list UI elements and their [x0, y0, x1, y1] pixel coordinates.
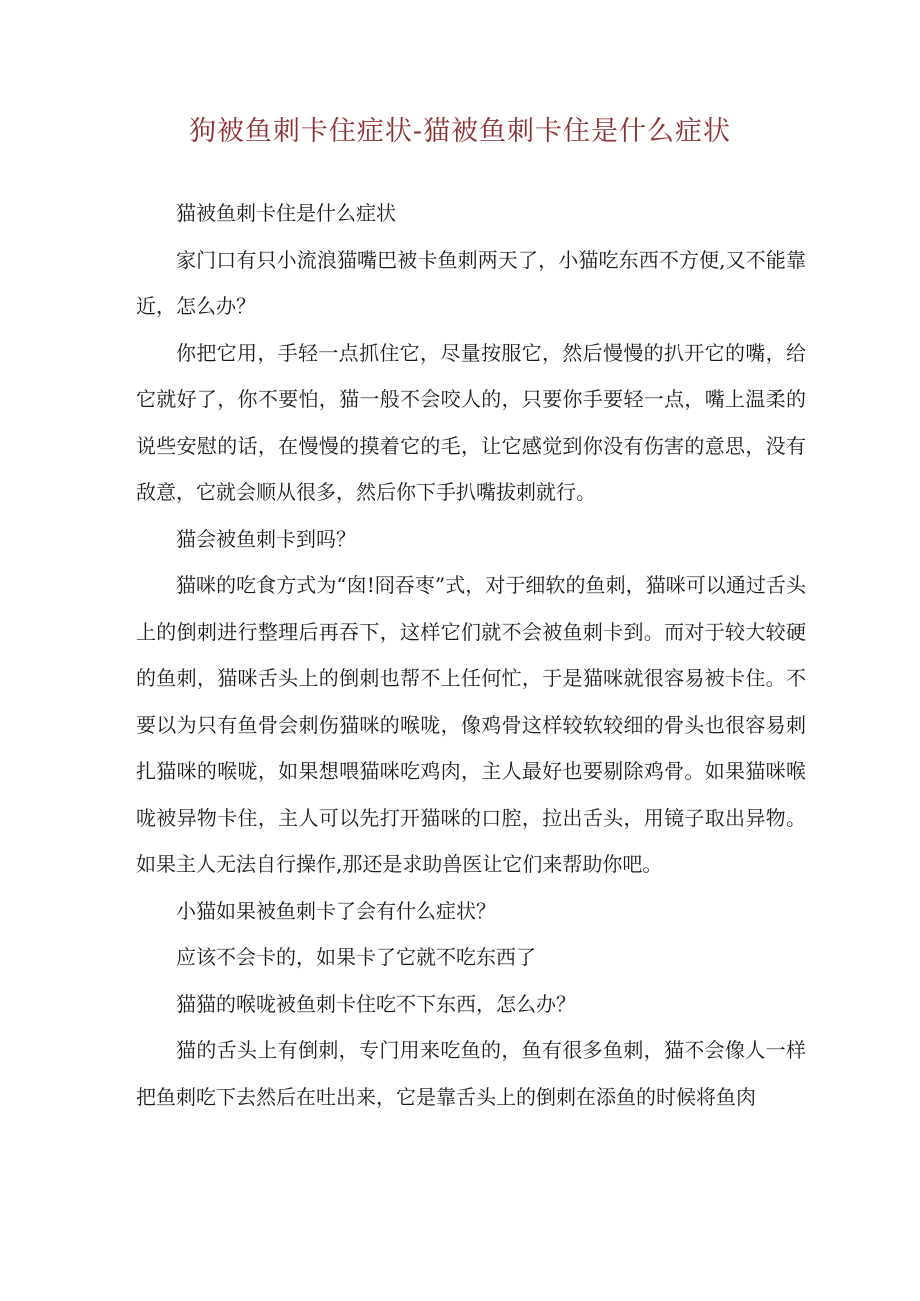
paragraph-subheading-1: 猫被鱼刺卡住是什么症状: [176, 201, 396, 225]
paragraph-answer-1: 你把它用，手轻一点抓住它，尽量按服它，然后慢慢的扒开它的嘴，给它就好了，你不要怕，猫一般不会咬人的，只要你手要轻一点，嘴上温柔的说些安慰的话，在慢慢的摸着它的毛，让它感觉到你没有伤害的意思，没有敌意，它就会顺从很多，然后你下手扒嘴拔刺就行。: [136, 340, 806, 504]
paragraph-subheading-2: 猫会被鱼刺卡到吗？: [176, 526, 356, 551]
document-title: 狗被鱼刺卡住症状-猫被鱼刺卡住是什么症状: [188, 116, 732, 147]
paragraph-answer-3: 应该不会卡的，如果卡了它就不吃东西了: [176, 945, 536, 969]
paragraph-answer-4: 猫的舌头上有倒刺，专门用来吃鱼的，鱼有很多鱼刺，猫不会像人一样把鱼刺吃下去然后在吐出来，它是靠舌头上的倒刺在添鱼的时候将鱼肉: [136, 1038, 806, 1109]
paragraph-question-1: 家门口有只小流浪猫嘴巴被卡鱼刺两天了，小猫吃东西不方便,又不能靠近，怎么办？: [136, 247, 806, 318]
document-body: [136, 190, 806, 1120]
paragraph-subheading-3: 小猫如果被鱼刺卡了会有什么症状？: [176, 898, 496, 923]
paragraph-answer-2: 猫咪的吃食方式为“囱!冏吞枣”式，对于细软的鱼刺，猫咪可以通过舌头上的倒刺进行整理后再吞下，这样它们就不会被鱼刺卡到。而对于较大较硬的鱼刺，猫咪舌头上的倒刺也帮不上任何忙，于是猫咪就很容易被卡住。不要以为只有鱼骨会刺伤猫咪的喉咙，像鸡骨这样较软较细的骨头也很容易刺扎猫咪的喉咙，如果想喂猫咪吃鸡肉，主人最好也要剔除鸡骨。如果猫咪喉咙被异物卡住，主人可以先打开猫咪的口腔，拉出舌头，用镜子取出异物。如果主人无法自行操作,那还是求助兽医让它们来帮助你吧。: [136, 573, 806, 876]
paragraph-subheading-4: 猫猫的喉咙被鱼刺卡住吃不下东西，怎么办？: [176, 991, 576, 1016]
